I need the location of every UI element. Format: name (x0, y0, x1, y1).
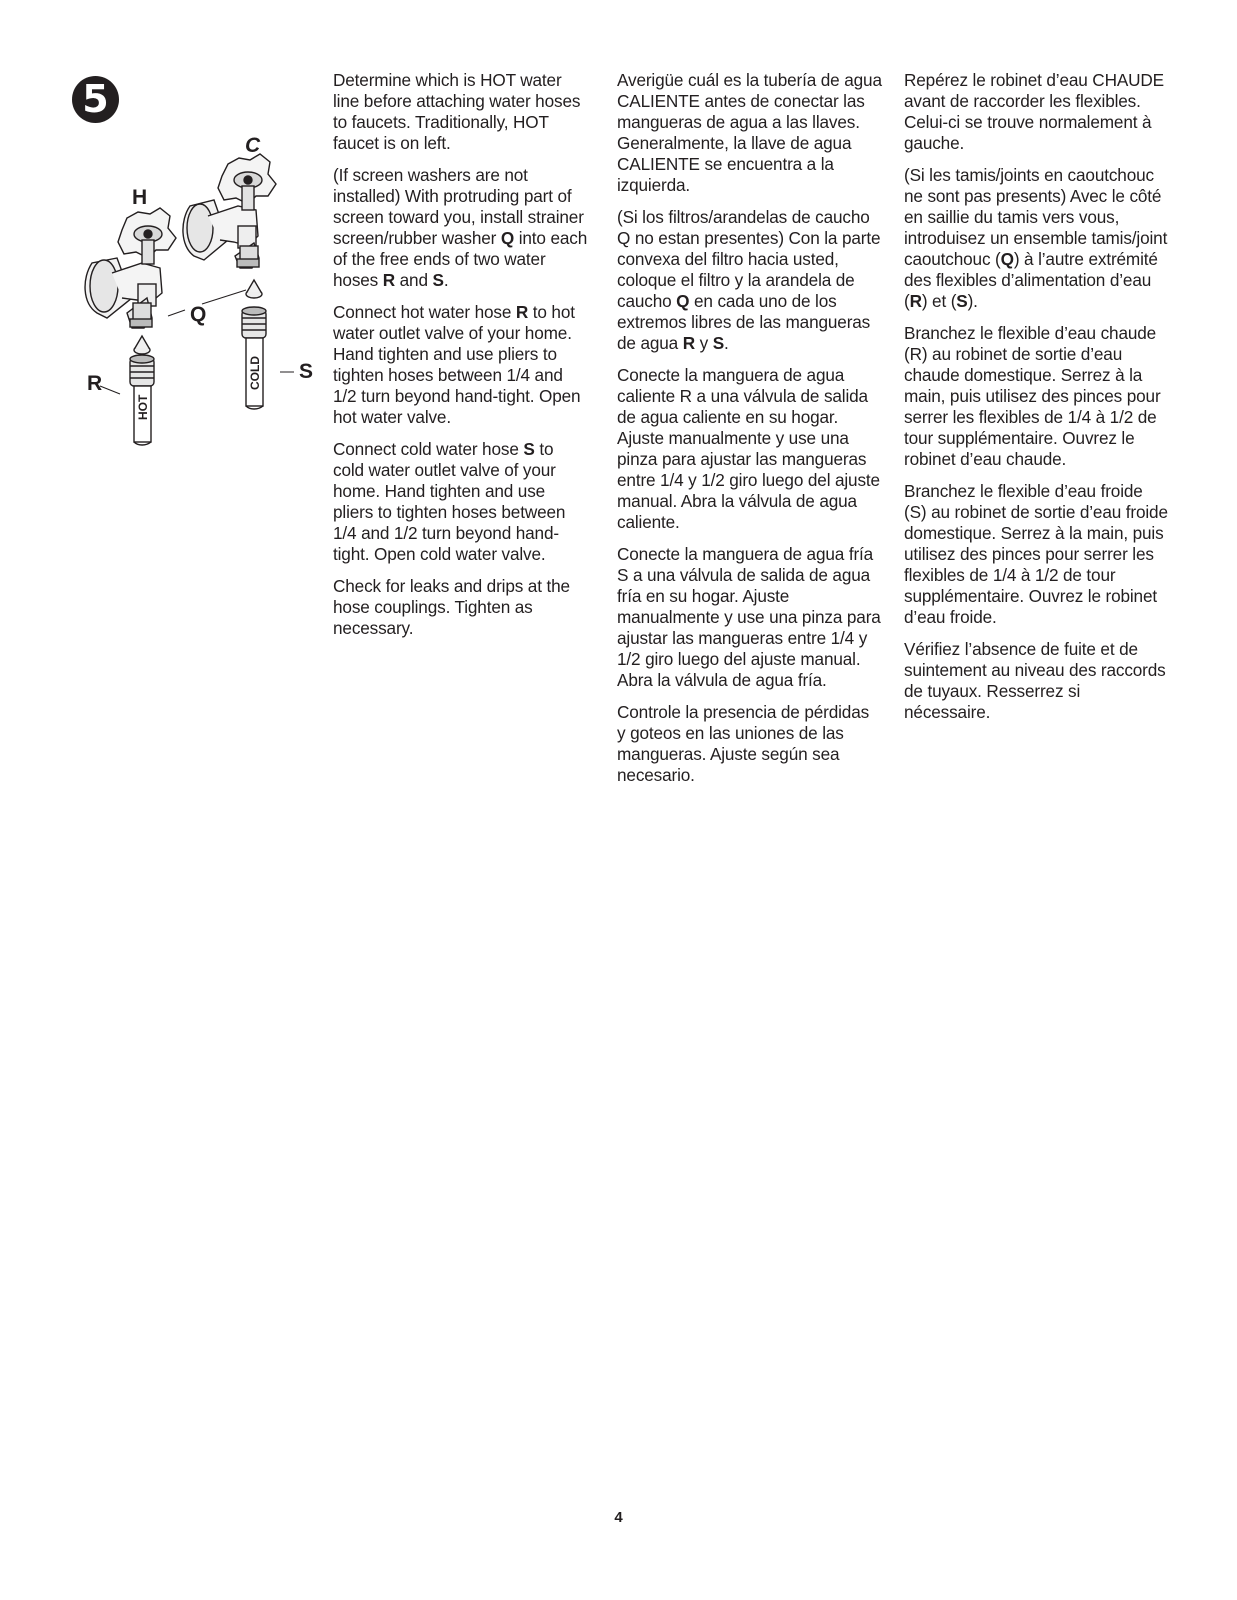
spanish-paragraph-3: Conecte la manguera de agua caliente R a una válvula de salida de agua caliente en su hogar. Ajuste manualmente y use una pinza para ajustar las mangueras entre 1/4 y 1/2 giro luego del ajuste manual. Abra la válvula de agua caliente. (617, 365, 880, 532)
bold-letter-s: S (523, 439, 535, 459)
text-span: (If screen washers are not installed) With protruding part of screen toward you, install strainer screen/rubber washer (333, 165, 584, 248)
spanish-paragraph-2 (617, 207, 882, 354)
french-paragraph-5: Vérifiez l’absence de fuite et de suintement au niveau des raccords de tuyaux. Resserrez si nécessaire. (904, 639, 1166, 722)
text-span: to cold water outlet valve of your home. Hand tighten and use pliers to tighten hoses between 1/4 and 1/2 turn beyond hand-tight. Open cold water valve. (333, 439, 566, 564)
bold-letter-q: Q (500, 228, 515, 248)
text-span: ). (967, 291, 978, 311)
bold-letter-r: R (382, 270, 396, 290)
bold-letter-s: S (956, 291, 968, 311)
english-column (333, 70, 588, 650)
text-span: and (395, 270, 433, 290)
french-paragraph-4: Branchez le flexible d’eau froide (S) au robinet de sortie d’eau froide domestique. Serrez à la main, puis utilisez des pinces pour serrer les flexibles de 1/4 à 1/2 de tour supplémentaire. Ouvrez le robinet d’eau froide. (904, 481, 1168, 627)
english-paragraph-2 (333, 165, 588, 291)
bold-letter-r: R (682, 333, 695, 353)
bold-letter-q: Q (1000, 249, 1014, 269)
english-paragraph-1: Determine which is HOT water line before attaching water hoses to faucets. Traditionally, HOT faucet is on left. (333, 70, 581, 153)
label-hot: HOT (136, 394, 150, 420)
bold-letter-r: R (515, 302, 529, 322)
spanish-paragraph-1: Averigüe cuál es la tubería de agua CALIENTE antes de conectar las mangueras de agua a las llaves. Generalmente, la llave de agua CALIENTE se encuentra a la izquierda. (617, 70, 882, 195)
spanish-paragraph-5: Controle la presencia de pérdidas y goteos en las uniones de las mangueras. Ajuste según sea necesario. (617, 702, 870, 785)
text-span: . (443, 270, 449, 290)
spanish-paragraph-4: Conecte la manguera de agua fría S a una válvula de salida de agua fría en su hogar. Ajuste manualmente y use una pinza para ajustar las mangueras entre 1/4 y 1/2 giro luego del ajuste manual. Abra la válvula de agua fría. (617, 544, 881, 690)
label-q: Q (190, 303, 207, 326)
text-span: into each of the free ends of two water hoses (333, 228, 588, 290)
faucet-hose-diagram (72, 128, 330, 458)
label-h: H (132, 186, 148, 209)
text-span: Connect hot water hose (333, 302, 516, 322)
label-c: C (245, 134, 261, 157)
text-span: (Si les tamis/joints en caoutchouc ne sont pas presents) Avec le côté en saillie du tamis vers vous, introduisez un ensemble tamis/joint caoutchouc ( (904, 165, 1168, 269)
bold-letter-s: S (432, 270, 444, 290)
text-span: y (694, 333, 713, 353)
french-column (904, 70, 1169, 734)
text-span: . (724, 333, 729, 353)
french-paragraph-2 (904, 165, 1169, 312)
text-span: en cada uno de los extremos libres de las mangueras de agua (617, 291, 871, 353)
bold-letter-q: Q (676, 291, 690, 311)
english-paragraph-3 (333, 302, 588, 428)
hot-faucet-handle-icon (118, 208, 176, 264)
label-r: R (87, 372, 103, 395)
text-span: ) et ( (921, 291, 957, 311)
label-s: S (299, 360, 314, 383)
french-paragraph-1: Repérez le robinet d’eau CHAUDE avant de raccorder les flexibles. Celui-ci se trouve normalement à gauche. (904, 70, 1164, 153)
english-paragraph-5: Check for leaks and drips at the hose couplings. Tighten as necessary. (333, 576, 570, 638)
text-span: Connect cold water hose (333, 439, 524, 459)
text-span: (Si los filtros/arandelas de caucho Q no estan presentes) Con la parte convexa del filtro hacia usted, coloque el filtro y la arandela de caucho (617, 207, 881, 311)
page-number: 4 (614, 1509, 623, 1526)
hot-faucet (85, 208, 176, 328)
spanish-column (617, 70, 882, 797)
step-number-badge: 5 (72, 76, 119, 123)
bold-letter-r: R (909, 291, 922, 311)
bold-letter-s: S (712, 333, 725, 353)
label-cold: COLD (248, 356, 262, 390)
french-paragraph-3: Branchez le flexible d’eau chaude (R) au robinet de sortie d’eau chaude domestique. Serrez à la main, puis utilisez des pinces pour serrer les flexibles de 1/4 à 1/2 de tour supplémentaire. Ouvrez le robinet d’eau chaude. (904, 323, 1161, 469)
text-span: ) à l’autre extrémité des flexibles d’alimentation d’eau ( (904, 249, 1158, 311)
text-span: to hot water outlet valve of your home. Hand tighten and use pliers to tighten hoses between 1/4 and 1/2 turn beyond hand-tight. Open hot water valve. (333, 302, 581, 427)
cold-faucet-handle-icon (218, 154, 276, 210)
english-paragraph-4 (333, 439, 588, 565)
cold-faucet (183, 154, 276, 268)
